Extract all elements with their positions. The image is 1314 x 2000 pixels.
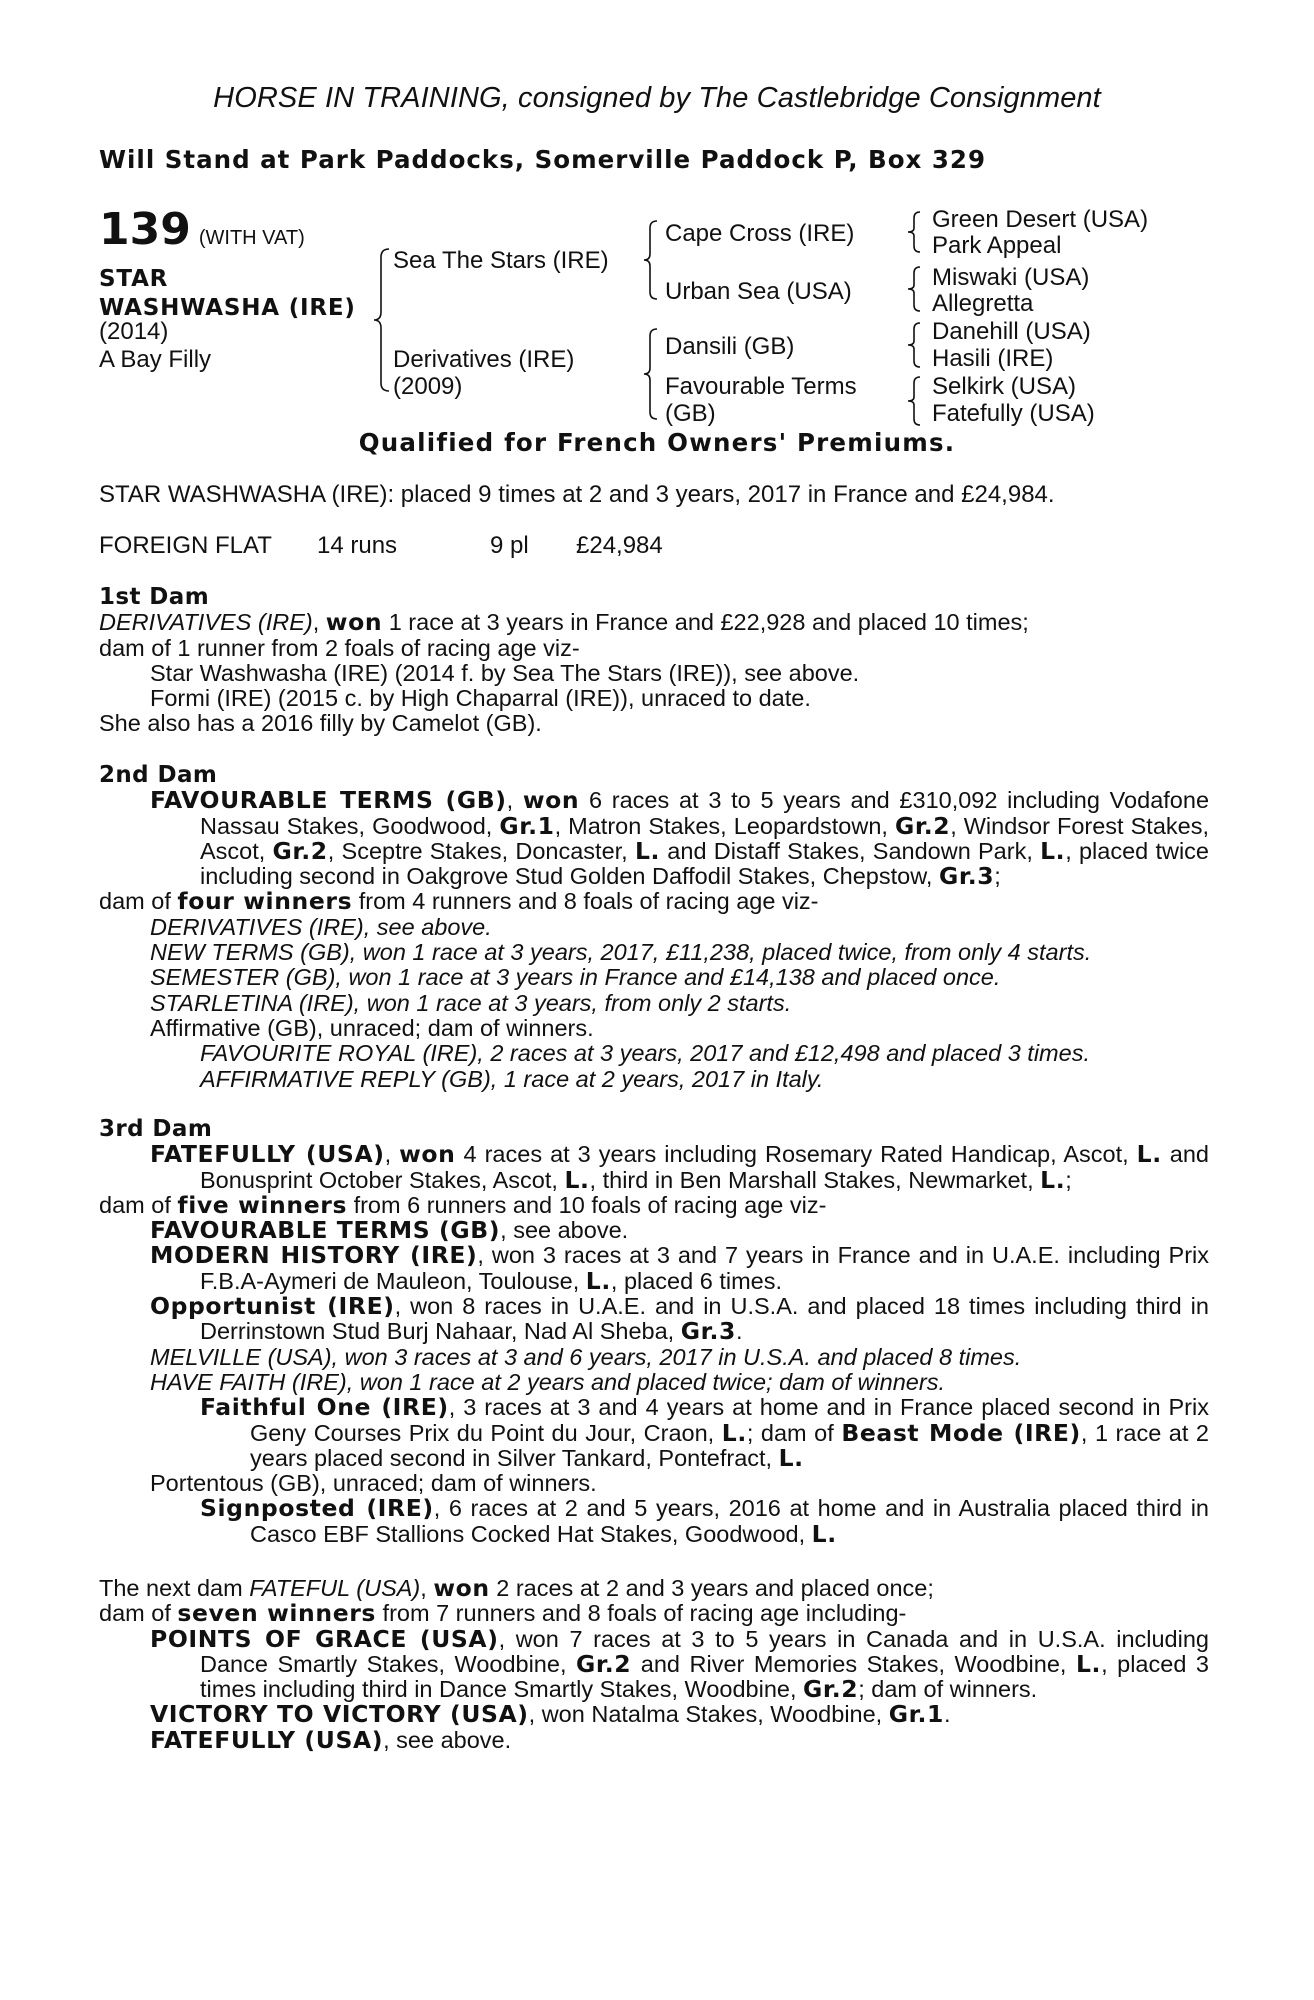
page-header: HORSE IN TRAINING, consigned by The Castlebridge Consignment	[213, 82, 1101, 114]
next-dam-record: The next dam FATEFUL (USA), won 2 races at 2 and 3 years and placed once;	[99, 1574, 934, 1602]
second-dam-child-4: STARLETINA (IRE), won 1 race at 3 years, from only 2 starts.	[150, 989, 792, 1016]
pedigree-g3-8: Fatefully (USA)	[932, 400, 1095, 427]
third-dam-grandchild-2: Signposted (IRE), 6 races at 2 and 5 years, 2016 at home and in Australia placed third in Casco EBF Stallions Cocked Hat Stakes, Goodwood, L.	[200, 1494, 1209, 1548]
first-dam-produce: dam of 1 runner from 2 foals of racing age viz-	[99, 634, 580, 661]
second-dam-grandchild-2: AFFIRMATIVE REPLY (GB), 1 race at 2 years, 2017 in Italy.	[200, 1065, 824, 1092]
third-dam-child-3: Opportunist (IRE), won 8 races in U.A.E. and in U.S.A. and placed 18 times including third in Derrinstown Stud Burj Nahaar, Nad Al Sheba, Gr.3.	[150, 1292, 1209, 1346]
vat-label: (WITH VAT)	[198, 227, 305, 249]
third-dam-child-6: Portentous (GB), unraced; dam of winners.	[150, 1470, 597, 1497]
third-dam-produce: dam of five winners from 6 runners and 10 foals of racing age viz-	[99, 1190, 827, 1219]
third-dam-section	[99, 1117, 1209, 1547]
third-dam-child-5: HAVE FAITH (IRE), won 1 race at 2 years and placed twice; dam of winners.	[150, 1368, 945, 1395]
first-dam-section	[99, 585, 1209, 737]
third-dam-grandchild-1: Faithful One (IRE), 3 races at 3 and 4 years at home and in France placed second in Prix Geny Courses Prix du Point du Jour, Craon, L.; dam of Beast Mode (IRE), 1 race at 2 years placed second in Silver Tankard, Pontefract, L.	[200, 1393, 1210, 1472]
first-dam-name: DERIVATIVES (IRE)	[99, 609, 313, 636]
first-dam-title: 1st Dam	[99, 584, 210, 610]
horse-name-line1: STAR	[99, 266, 169, 292]
next-dam-name: FATEFUL (USA)	[249, 1575, 421, 1601]
pedigree-brace-g3-3	[906, 321, 922, 369]
first-dam-foal-1: Star Washwasha (IRE) (2014 f. by Sea The Stars (IRE)), see above.	[150, 659, 860, 686]
horse-year: (2014)	[99, 318, 169, 345]
pedigree-dam-year: (2009)	[393, 373, 463, 400]
second-dam-child-5: Affirmative (GB), unraced; dam of winners.	[150, 1014, 594, 1041]
qualified-notice: Qualified for French Owners' Premiums.	[358, 428, 956, 457]
horse-name	[99, 265, 389, 323]
pedigree-brace-sire	[641, 219, 659, 301]
horse-name-line2: WASHWASHA (IRE)	[99, 295, 356, 321]
pedigree-g3-1: Green Desert (USA)	[932, 206, 1149, 233]
pedigree-brace-main	[371, 247, 391, 393]
second-dam-record: FAVOURABLE TERMS (GB), won 6 races at 3 to 5 years and £310,092 including Vodafone Nassau Stakes, Goodwood, Gr.1, Matron Stakes, Leopardstown, Gr.2, Windsor Forest Stakes, Ascot, Gr.2, Sceptre Stakes, Doncaster, L. and Distaff Stakes, Sandown Park, L., placed twice including second in Oakgrove Stud Golden Daffodil Stakes, Chepstow, Gr.3;	[150, 786, 1210, 891]
pedigree-sire: Sea The Stars (IRE)	[393, 247, 609, 274]
race-summary: STAR WASHWASHA (IRE): placed 9 times at 2 and 3 years, 2017 in France and £24,984.	[99, 481, 1055, 508]
third-dam-child-1: FAVOURABLE TERMS (GB), see above.	[150, 1216, 629, 1245]
next-dam-child-2: VICTORY TO VICTORY (USA), won Natalma Stakes, Woodbine, Gr.1.	[150, 1700, 951, 1729]
foreign-flat-runs: 14 runs	[317, 532, 398, 559]
foreign-flat-label: FOREIGN FLAT	[99, 532, 272, 559]
next-dam-child-1: POINTS OF GRACE (USA), won 7 races at 3 to 5 years in Canada and in U.S.A. including Dance Smartly Stakes, Woodbine, Gr.2 and River Memories Stakes, Woodbine, L., placed 3 times including third in Dance Smartly Stakes, Woodbine, Gr.2; dam of winners.	[150, 1624, 1209, 1704]
pedigree-sire-dam: Urban Sea (USA)	[665, 278, 852, 305]
second-dam-child-2: NEW TERMS (GB), won 1 race at 3 years, 2017, £11,238, placed twice, from only 4 starts.	[150, 939, 1092, 966]
next-dam-produce: dam of seven winners from 7 runners and 8 foals of racing age including-	[99, 1599, 907, 1628]
third-dam-title: 3rd Dam	[99, 1116, 213, 1142]
pedigree-g3-6: Hasili (IRE)	[932, 345, 1054, 372]
pedigree-g3-3: Miswaki (USA)	[932, 264, 1090, 291]
stand-location: Will Stand at Park Paddocks, Somerville Paddock P, Box 329	[99, 145, 987, 174]
pedigree-g3-5: Danehill (USA)	[932, 318, 1091, 345]
pedigree-g3-7: Selkirk (USA)	[932, 373, 1077, 400]
first-dam-record: DERIVATIVES (IRE), won 1 race at 3 years in France and £22,928 and placed 10 times;	[99, 608, 1029, 637]
pedigree-brace-g3-1	[906, 210, 922, 254]
next-dam-child-3: FATEFULLY (USA), see above.	[150, 1725, 512, 1754]
second-dam-section	[99, 763, 1209, 1092]
pedigree-brace-g3-2	[906, 265, 922, 313]
foreign-flat-placed: 9 pl	[490, 532, 529, 559]
third-dam-child-4: MELVILLE (USA), won 3 races at 3 and 6 years, 2017 in U.S.A. and placed 8 times.	[150, 1343, 1022, 1370]
pedigree-g3-4: Allegretta	[932, 290, 1034, 317]
lot-number: 139	[99, 204, 191, 255]
next-dam-section	[99, 1576, 1209, 1753]
first-dam-also: She also has a 2016 filly by Camelot (GB).	[99, 710, 542, 737]
horse-description: A Bay Filly	[99, 346, 212, 373]
third-dam-record: FATEFULLY (USA), won 4 races at 3 years including Rosemary Rated Handicap, Ascot, L. and Bonusprint October Stakes, Ascot, L., third in Ben Marshall Stakes, Newmarket, L.;	[150, 1140, 1209, 1194]
second-dam-child-3: SEMESTER (GB), won 1 race at 3 years in France and £14,138 and placed once.	[150, 964, 1001, 991]
pedigree-g3-2: Park Appeal	[932, 232, 1062, 259]
second-dam-produce: dam of four winners from 4 runners and 8 foals of racing age viz-	[99, 887, 819, 916]
third-dam-name: FATEFULLY (USA)	[150, 1140, 385, 1169]
second-dam-name: FAVOURABLE TERMS (GB)	[150, 786, 507, 815]
pedigree-dam-sire: Dansili (GB)	[665, 333, 795, 360]
foreign-flat-prize: £24,984	[576, 532, 663, 559]
pedigree-dam-dam: Favourable Terms	[665, 373, 857, 400]
third-dam-child-2: MODERN HISTORY (IRE), won 3 races at 3 and 7 years in France and in U.A.E. including Prix F.B.A-Aymeri de Mauleon, Toulouse, L., placed 6 times.	[150, 1241, 1210, 1295]
pedigree-sire-sire: Cape Cross (IRE)	[665, 220, 855, 247]
pedigree-dam: Derivatives (IRE)	[393, 346, 575, 373]
pedigree-brace-g3-4	[906, 375, 922, 427]
first-dam-foal-2: Formi (IRE) (2015 c. by High Chaparral (IRE)), unraced to date.	[150, 685, 811, 712]
lot-number-block	[99, 204, 305, 255]
pedigree-brace-dam	[641, 327, 659, 421]
second-dam-child-1: DERIVATIVES (IRE), see above.	[150, 913, 492, 940]
second-dam-grandchild-1: FAVOURITE ROYAL (IRE), 2 races at 3 years, 2017 and £12,498 and placed 3 times.	[200, 1040, 1090, 1067]
pedigree-dam-dam-country: (GB)	[665, 400, 716, 427]
second-dam-title: 2nd Dam	[99, 762, 218, 788]
